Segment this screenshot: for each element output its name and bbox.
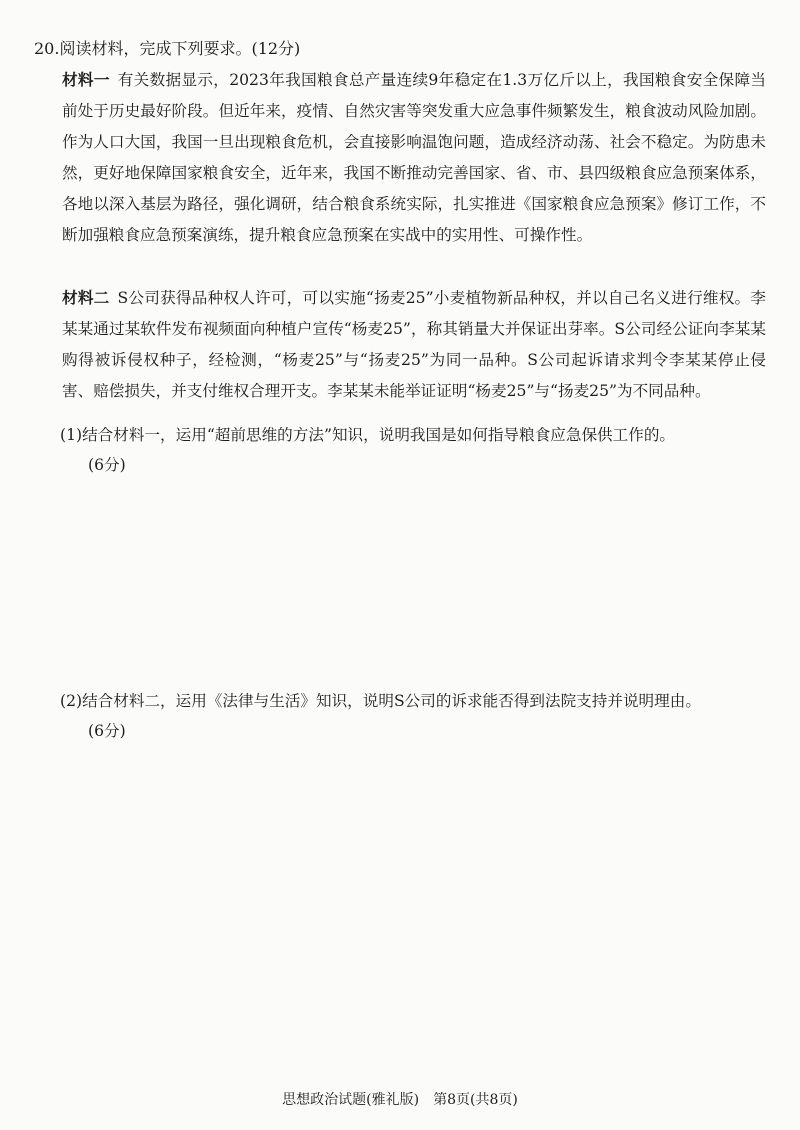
answer-area-1[interactable] <box>60 486 764 676</box>
question-title: 20.阅读材料，完成下列要求。(12分) <box>34 39 301 58</box>
material-one-label: 材料一 <box>62 70 110 89</box>
material-one-text: 有关数据显示，2023年我国粮食总产量连续9年稳定在1.3万亿斤以上，我国粮食安全保障当前处于历史最好阶段。但近年来，疫情、自然灾害等突发重大应急事件频繁发生，粮食波动风险加剧。作为人口大国，我国一旦出现粮食危机，会直接影响温饱问题，造成经济动荡、社会不稳定。为防患未然，更好地保障国家粮食安全，近年来，我国不断推动完善国家、省、市、县四级粮食应急预案体系，各地以深入基层为路径，强化调研，结合粮食系统实际，扎实推进《国家粮食应急预案》修订工作，不断加强粮食应急预案演练，提升粮食应急预案在实战中的实用性、可操作性。 <box>62 71 766 244</box>
material-one <box>62 64 766 251</box>
material-two-label: 材料二 <box>62 288 110 307</box>
material-two-text: S公司获得品种权人许可，可以实施“扬麦25”小麦植物新品种权，并以自己名义进行维权。李某某通过某软件发布视频面向种植户宣传“杨麦25”，称其销量大并保证出芽率。S公司经公证向李某某购得被诉侵权种子，经检测，“杨麦25”与“扬麦25”为同一品种。S公司起诉请求判令李某某停止侵害、赔偿损失，并支付维权合理开支。李某某未能举证证明“杨麦25”与“扬麦25”为不同品种。 <box>62 289 766 400</box>
page-footer: 思想政治试题(雅礼版) 第8页(共8页) <box>282 1092 518 1108</box>
sub-question-2-text: (2)结合材料二，运用《法律与生活》知识，说明S公司的诉求能否得到法院支持并说明理由。 <box>60 692 701 710</box>
sub-question-1 <box>60 420 772 480</box>
sub-question-1-text: (1)结合材料一，运用“超前思维的方法”知识，说明我国是如何指导粮食应急保供工作的。 <box>60 426 676 444</box>
sub-question-2-score: (6分) <box>88 722 126 740</box>
sub-question-2 <box>60 686 772 746</box>
material-two <box>62 282 766 407</box>
sub-question-1-score: (6分) <box>88 456 126 474</box>
answer-area-2[interactable] <box>60 750 764 1080</box>
